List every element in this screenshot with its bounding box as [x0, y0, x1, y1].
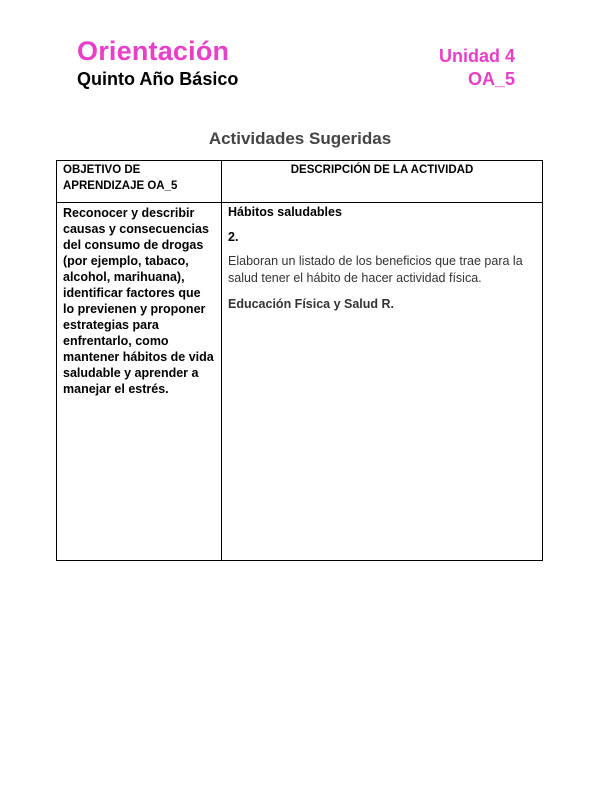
column-divider	[221, 161, 222, 560]
unit-label: Unidad 4	[438, 46, 515, 66]
learning-objective-text: Reconocer y describir causas y consecuencias del consumo de drogas (por ejemplo, tabaco, alcohol, marihuana), identificar factores que lo previenen y proponer estrategias para enfrentarlo, como mantener hábitos de vida saludable y aprender a manejar el estrés.	[63, 206, 214, 396]
page-title: Orientación	[77, 36, 230, 66]
grade-subtitle: Quinto Año Básico	[77, 69, 239, 89]
section-heading: Actividades Sugeridas	[208, 129, 392, 148]
activity-number: 2.	[228, 230, 239, 244]
objective-column-header: OBJETIVO DE APRENDIZAJE OA_5	[63, 164, 178, 192]
table-header-row	[57, 161, 542, 203]
activity-description-cell	[228, 204, 533, 312]
related-subject: Educación Física y Salud R.	[228, 297, 395, 311]
activities-table	[56, 160, 543, 561]
activity-heading: Hábitos saludables	[228, 205, 342, 219]
activity-body-text: Elaboran un listado de los beneficios que trae para la salud tener el hábito de hacer actividad física.	[228, 254, 523, 285]
oa-label: OA_5	[467, 69, 515, 89]
description-column-header: DESCRIPCIÓN DE LA ACTIVIDAD	[290, 164, 474, 176]
